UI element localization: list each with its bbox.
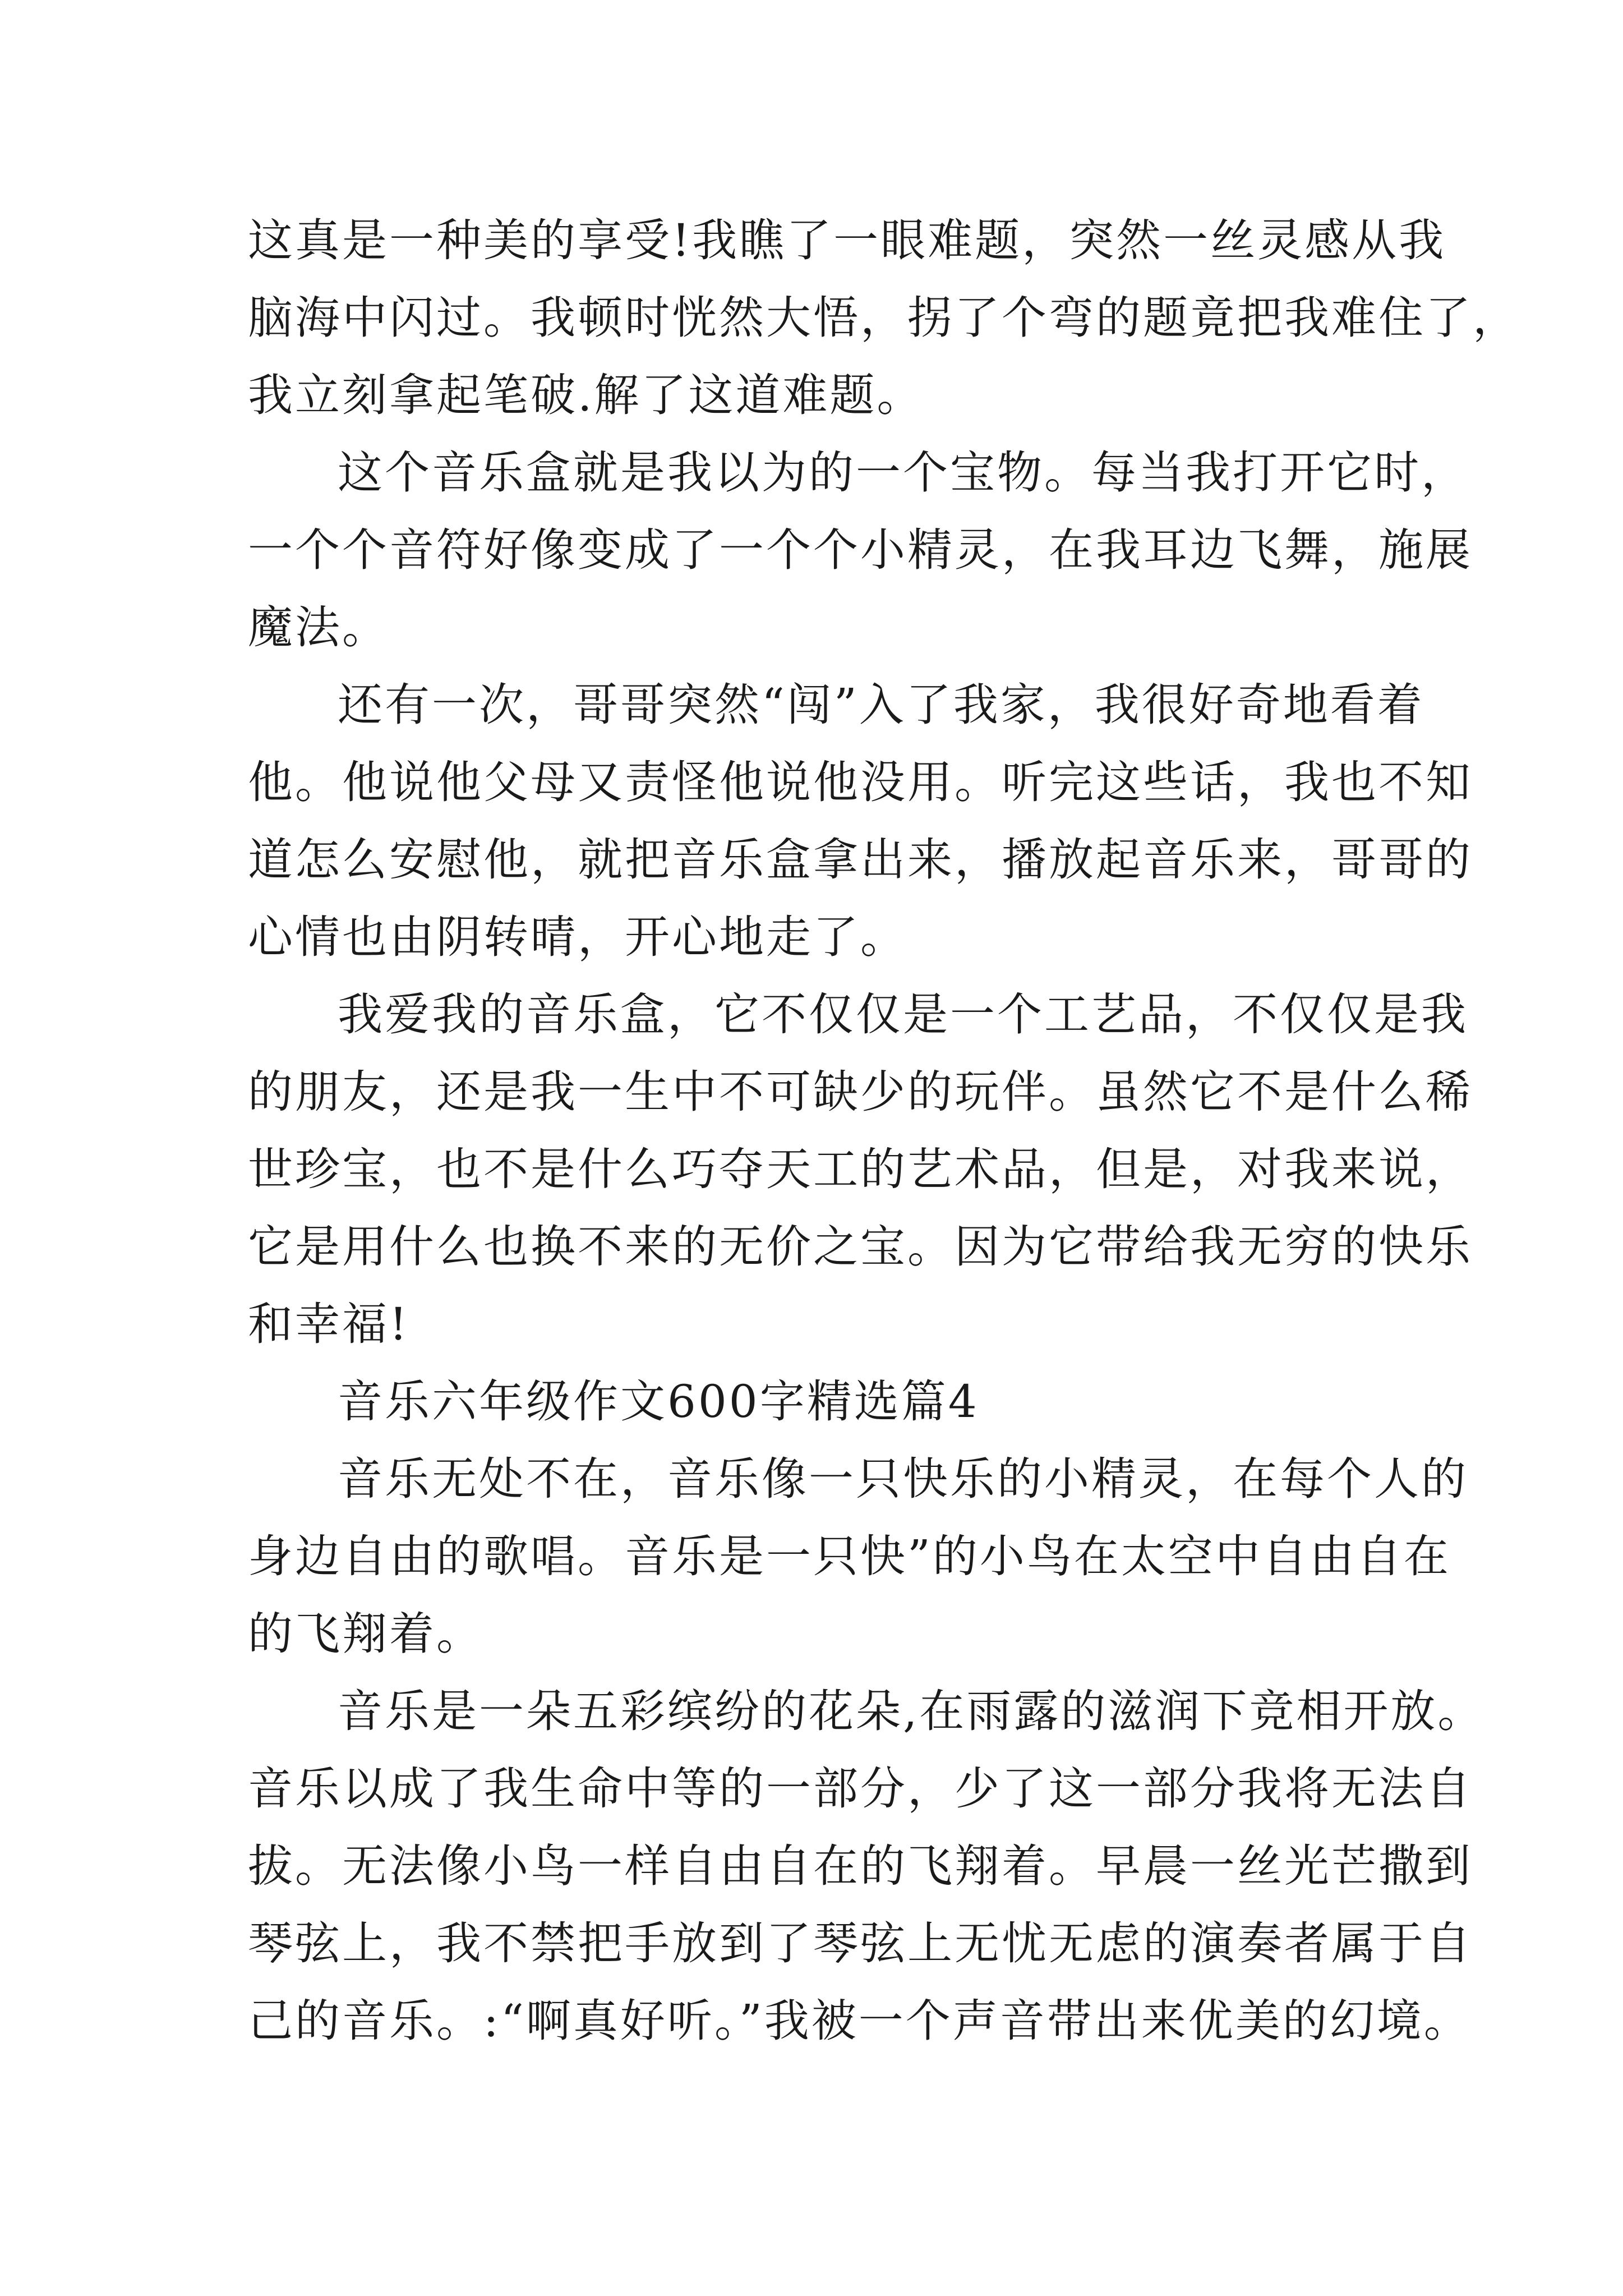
text-line: 我立刻拿起笔破.解了这道难题。 [248,369,924,421]
text-line: 脑海中闪过。我顿时恍然大悟，拐了个弯的题竟把我难住了， [248,292,1520,344]
text-line: 这真是一种美的享受!我瞧了一眼难题，突然一丝灵感从我 [248,214,1446,266]
text-line: 音乐以成了我生命中等的一部分，少了这一部分我将无法自 [248,1763,1473,1815]
paragraph-first-line: 音乐是一朵五彩缤纷的花朵,在雨露的滋润下竞相开放。 [338,1685,1485,1737]
text-line: 己的音乐。:“啊真好听。”我被一个声音带出来优美的幻境。 [248,1995,1471,2047]
text-line: 它是用什么也换不来的无价之宝。因为它带给我无穷的快乐 [248,1221,1473,1273]
text-line: 心情也由阴转晴，开心地走了。 [248,911,907,963]
text-line: 琴弦上，我不禁把手放到了琴弦上无忧无虑的演奏者属于自 [248,1917,1473,1970]
paragraph-first-line: 还有一次，哥哥突然“闯”入了我家，我很好奇地看着 [338,679,1424,731]
document-body [248,202,1520,2060]
paragraph-first-line: 这个音乐盒就是我以为的一个宝物。每当我打开它时， [338,447,1468,499]
section-heading: 音乐六年级作文600字精选篇4 [338,1375,979,1428]
paragraph-first-line: 音乐无处不在，音乐像一只快乐的小精灵，在每个人的 [338,1453,1468,1505]
text-line: 身边自由的歌唱。音乐是一只快”的小鸟在太空中自由自在 [248,1530,1451,1582]
text-line: 的朋友，还是我一生中不可缺少的玩伴。虽然它不是什么稀 [248,1066,1473,1118]
text-line: 魔法。 [248,601,389,654]
paragraph-first-line: 我爱我的音乐盒，它不仅仅是一个工艺品，不仅仅是我 [338,988,1468,1041]
text-line: 他。他说他父母又责怪他说他没用。听完这些话，我也不知 [248,756,1473,808]
text-line: 拔。无法像小鸟一样自由自在的飞翔着。早晨一丝光芒撒到 [248,1840,1473,1892]
text-line: 世珍宝，也不是什么巧夺天工的艺术品，但是，对我来说， [248,1143,1473,1195]
text-line: 道怎么安慰他，就把音乐盒拿出来，播放起音乐来，哥哥的 [248,834,1473,886]
text-line: 的飞翔着。 [248,1608,483,1660]
text-line: 和幸福! [248,1298,410,1350]
text-line: 一个个音符好像变成了一个个小精灵，在我耳边飞舞，施展 [248,524,1473,576]
